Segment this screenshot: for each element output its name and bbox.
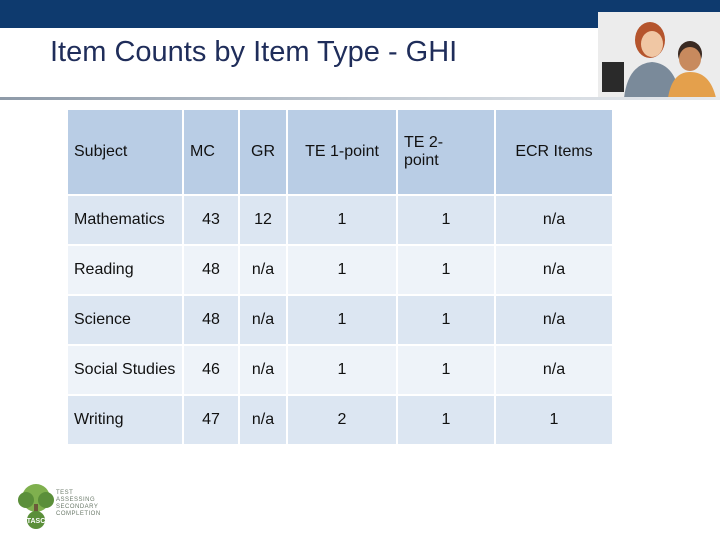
table-row: [68, 396, 612, 444]
cell-te-1-point: 1: [288, 296, 396, 344]
cell-ecr-items: n/a: [496, 296, 612, 344]
cell-te-1-point: 2: [288, 396, 396, 444]
logo-line: SECONDARY: [56, 504, 99, 510]
cell-subject: Writing: [68, 396, 182, 444]
cell-mc: 43: [184, 196, 238, 244]
header-photo: [598, 12, 720, 98]
cell-mc: 46: [184, 346, 238, 394]
cell-ecr-items: n/a: [496, 196, 612, 244]
cell-te-2-point: 1: [398, 296, 494, 344]
cell-subject: Social Studies: [68, 346, 182, 394]
table-row: [68, 246, 612, 294]
cell-te-1-point: 1: [288, 196, 396, 244]
cell-ecr-items: 1: [496, 396, 612, 444]
logo-line: COMPLETION: [56, 511, 101, 517]
table-row: [68, 296, 612, 344]
slide-title: Item Counts by Item Type - GHI: [50, 36, 458, 68]
cell-subject: Science: [68, 296, 182, 344]
tree-logo-icon: [12, 480, 60, 530]
title-divider: [0, 97, 720, 100]
header-subject: Subject: [68, 110, 182, 194]
cell-gr: n/a: [240, 346, 286, 394]
cell-gr: n/a: [240, 246, 286, 294]
cell-subject: Mathematics: [68, 196, 182, 244]
cell-ecr-items: n/a: [496, 346, 612, 394]
cell-mc: 48: [184, 246, 238, 294]
logo-line: ASSESSING: [56, 497, 96, 503]
logo-monogram: TASC: [26, 518, 46, 525]
header-ecr-items: ECR Items: [496, 110, 612, 194]
cell-gr: n/a: [240, 396, 286, 444]
cell-te-2-point: 1: [398, 396, 494, 444]
cell-te-2-point: 1: [398, 346, 494, 394]
table-header-row: [68, 110, 612, 194]
header-te-1-point: TE 1-point: [288, 110, 396, 194]
table-row: [68, 196, 612, 244]
cell-subject: Reading: [68, 246, 182, 294]
cell-te-2-point: 1: [398, 196, 494, 244]
header-gr: GR: [240, 110, 286, 194]
cell-ecr-items: n/a: [496, 246, 612, 294]
logo-wordmark: [56, 490, 116, 518]
table-row: [68, 346, 612, 394]
header-te-2-point: TE 2- point: [398, 110, 494, 194]
people-photo-illustration: [598, 12, 720, 98]
cell-mc: 47: [184, 396, 238, 444]
cell-te-1-point: 1: [288, 346, 396, 394]
cell-te-1-point: 1: [288, 246, 396, 294]
item-count-table: [66, 108, 614, 446]
cell-gr: n/a: [240, 296, 286, 344]
logo-line: TEST: [56, 490, 74, 496]
cell-gr: 12: [240, 196, 286, 244]
cell-te-2-point: 1: [398, 246, 494, 294]
cell-mc: 48: [184, 296, 238, 344]
header-mc: MC: [184, 110, 238, 194]
